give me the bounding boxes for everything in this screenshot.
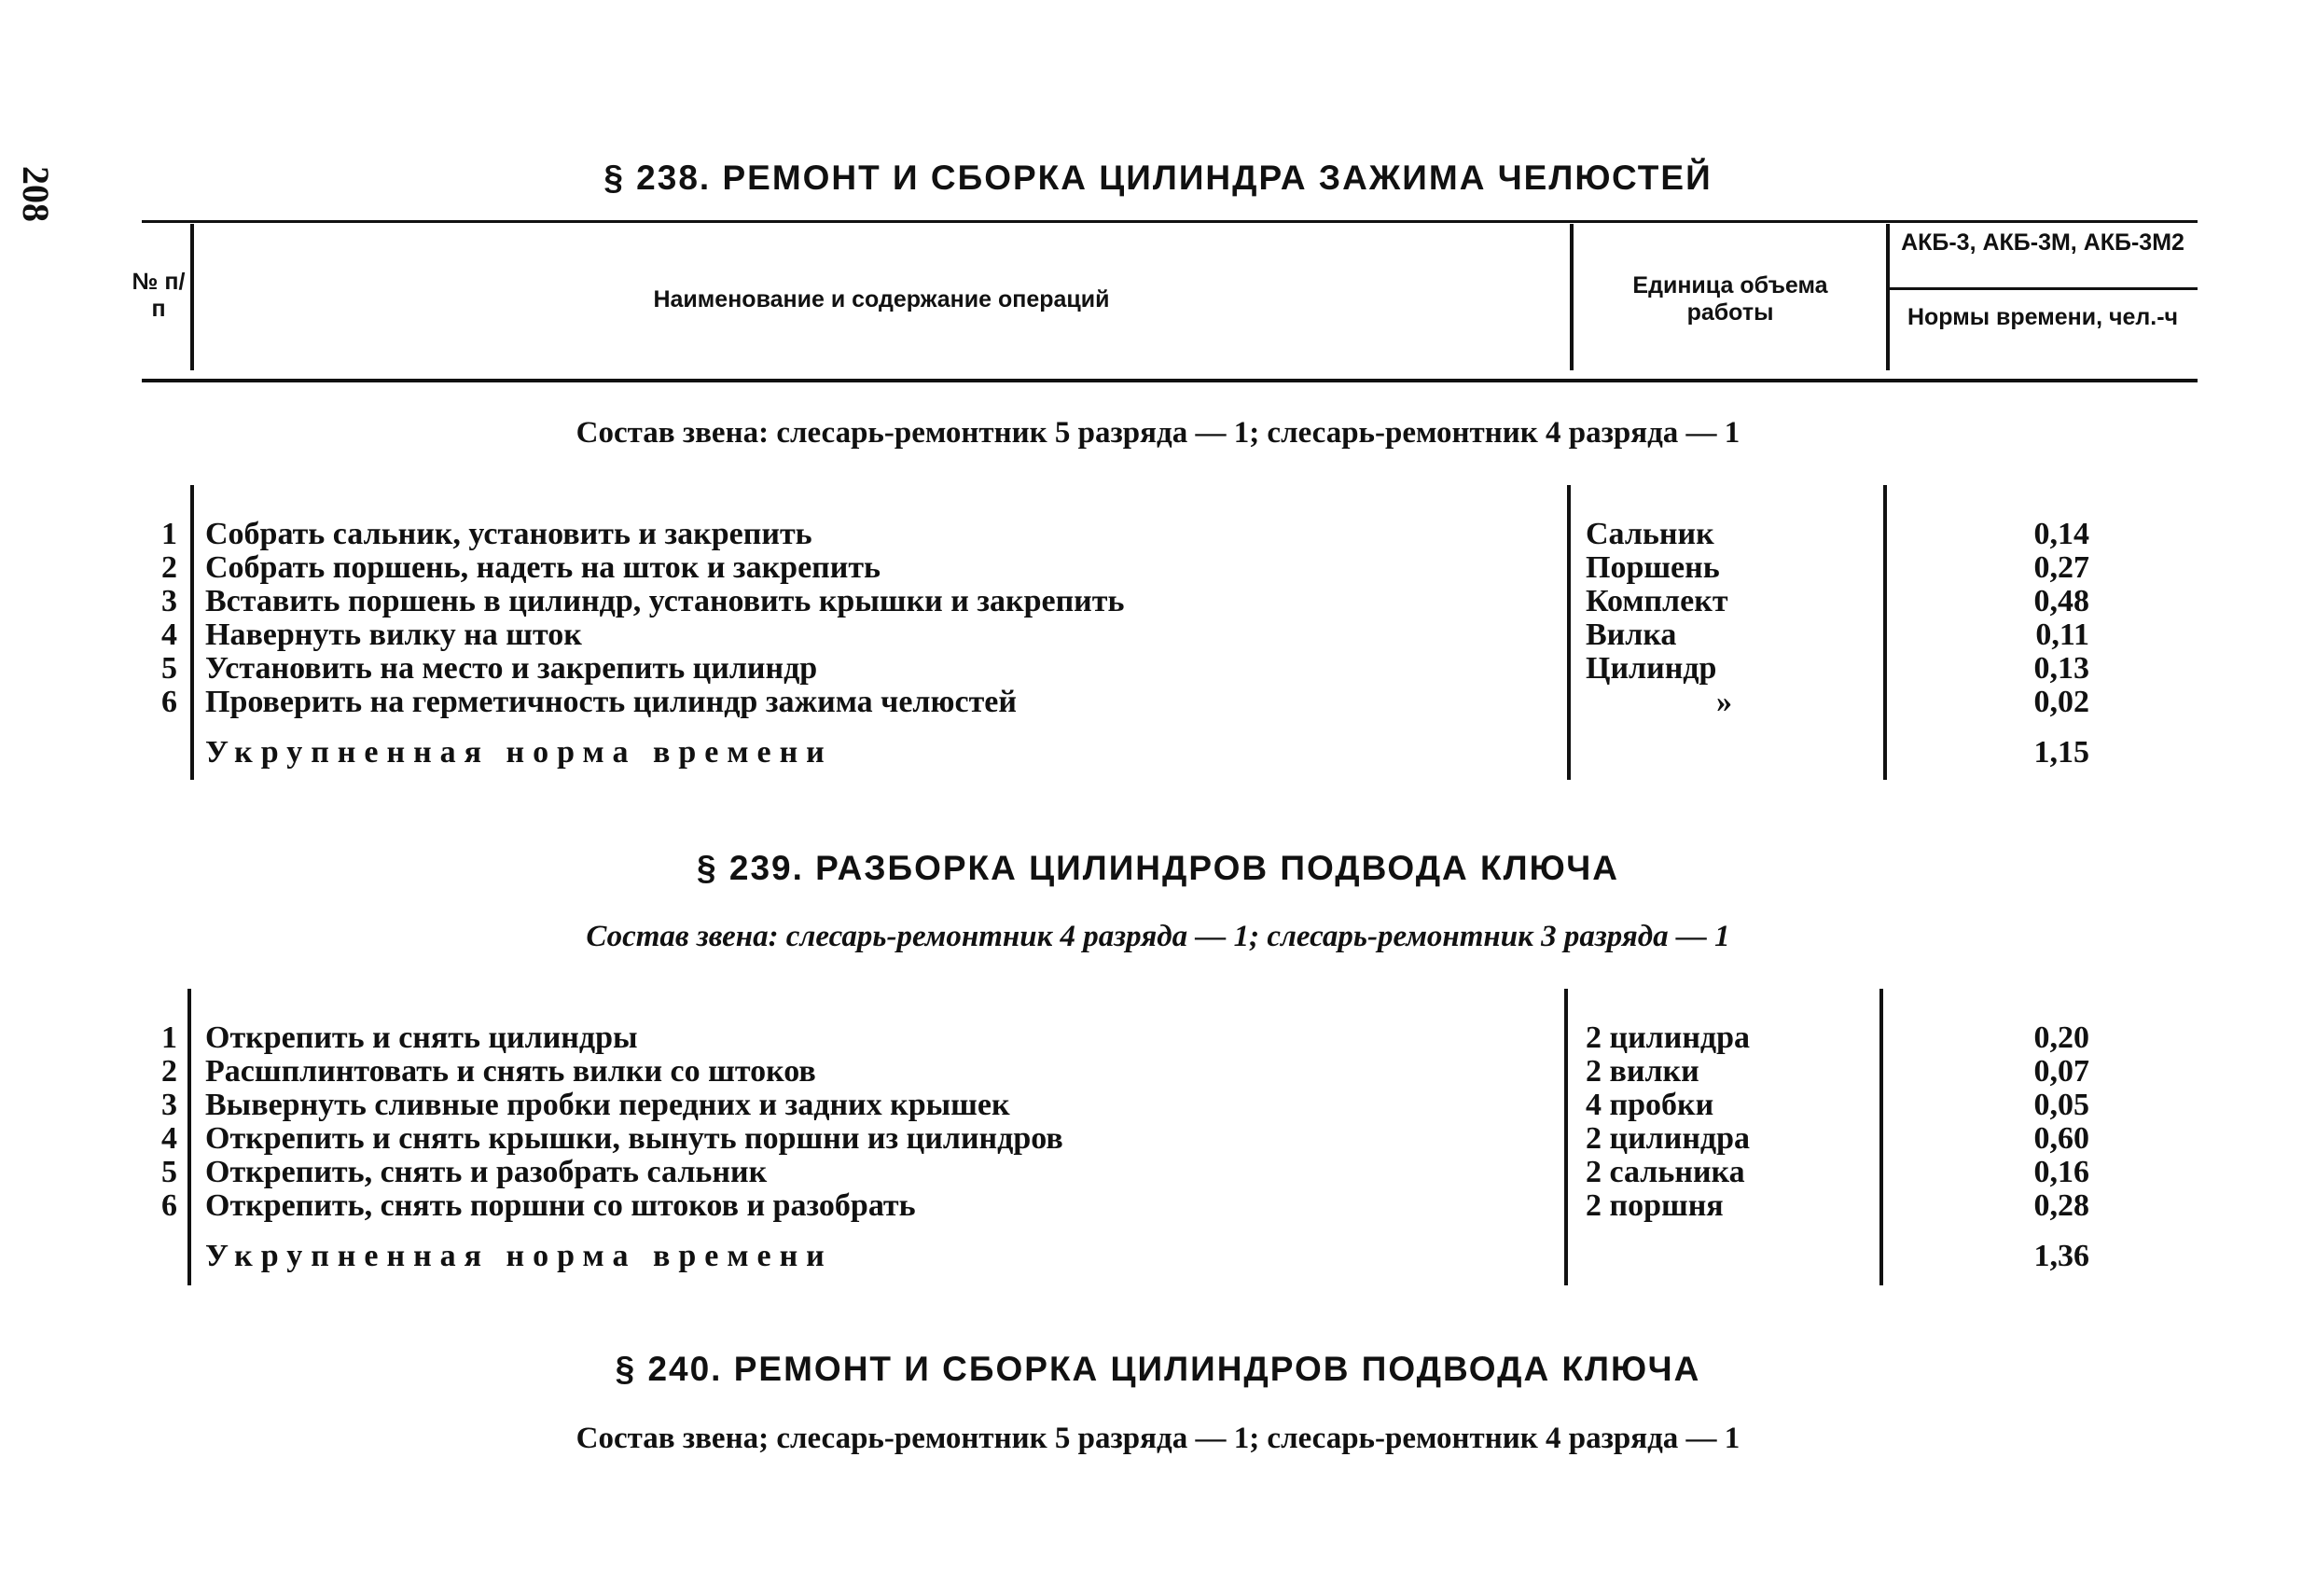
row-unit: Комплект	[1586, 584, 1728, 618]
row-unit: Цилиндр	[1586, 651, 1717, 686]
row-operation: Открепить, снять поршни со штоков и разобрать	[205, 1188, 916, 1223]
row-norm: 0,13	[2033, 651, 2089, 686]
total-row	[0, 736, 2316, 770]
header-top-rule	[142, 220, 2198, 223]
table-row	[0, 1055, 2316, 1089]
row-unit: »	[1716, 685, 1732, 719]
row-norm: 0,02	[2033, 685, 2089, 719]
row-number: 3	[161, 1088, 177, 1122]
row-norm: 0,20	[2033, 1020, 2089, 1055]
table-row	[0, 1122, 2316, 1156]
page-number: 208	[15, 166, 57, 222]
header-divider-1	[190, 224, 194, 370]
row-number: 3	[161, 584, 177, 618]
section-240-title: § 240. РЕМОНТ И СБОРКА ЦИЛИНДРОВ ПОДВОДА КЛЮЧА	[615, 1350, 1701, 1388]
table-row	[0, 1021, 2316, 1055]
row-number: 6	[161, 1188, 177, 1223]
table-row	[0, 518, 2316, 551]
row-norm: 0,11	[2035, 618, 2089, 652]
row-number: 1	[161, 517, 177, 551]
table-row	[0, 1189, 2316, 1223]
row-operation: Проверить на герметичность цилиндр зажима челюстей	[205, 685, 1017, 719]
row-unit: Сальник	[1586, 517, 1714, 551]
total-value: 1,15	[2033, 735, 2089, 770]
header-divider-2	[1570, 224, 1574, 370]
row-norm: 0,60	[2033, 1121, 2089, 1156]
total-label: Укрупненная норма времени	[205, 1239, 833, 1273]
row-norm: 0,05	[2033, 1088, 2089, 1122]
row-norm: 0,14	[2033, 517, 2089, 551]
header-split-rule	[1890, 287, 2198, 290]
header-divider-3	[1886, 224, 1890, 370]
row-operation: Собрать сальник, установить и закрепить	[205, 517, 812, 551]
header-col-norms: Нормы времени, чел.-ч	[1907, 304, 2179, 330]
total-value: 1,36	[2033, 1239, 2089, 1273]
row-number: 5	[161, 1155, 177, 1189]
row-operation: Установить на место и закрепить цилиндр	[205, 651, 818, 686]
row-operation: Вывернуть сливные пробки передних и задних крышек	[205, 1088, 1010, 1122]
header-col-num: № п/п	[132, 269, 186, 322]
table-row	[0, 551, 2316, 585]
total-row	[0, 1240, 2316, 1273]
section-240-crew: Состав звена; слесарь-ремонтник 5 разряда — 1; слесарь-ремонтник 4 разряда — 1	[576, 1422, 1740, 1455]
row-operation: Вставить поршень в цилиндр, установить крышки и закрепить	[205, 584, 1125, 618]
row-unit: Вилка	[1586, 618, 1677, 652]
row-number: 2	[161, 1054, 177, 1089]
row-operation: Расшплинтовать и снять вилки со штоков	[205, 1054, 816, 1089]
section-239-crew: Состав звена: слесарь-ремонтник 4 разряда — 1; слесарь-ремонтник 3 разряда — 1	[586, 920, 1730, 953]
row-number: 6	[161, 685, 177, 719]
row-norm: 0,07	[2033, 1054, 2089, 1089]
row-unit: 2 цилиндра	[1586, 1020, 1751, 1055]
header-bottom-rule	[142, 379, 2198, 382]
row-operation: Навернуть вилку на шток	[205, 618, 582, 652]
row-operation: Открепить и снять крышки, вынуть поршни из цилиндров	[205, 1121, 1063, 1156]
table-row	[0, 1089, 2316, 1122]
table-row	[0, 1156, 2316, 1189]
table-row	[0, 585, 2316, 618]
section-238-crew: Состав звена: слесарь-ремонтник 5 разряда — 1; слесарь-ремонтник 4 разряда — 1	[576, 416, 1740, 450]
row-norm: 0,16	[2033, 1155, 2089, 1189]
table-row	[0, 618, 2316, 652]
row-unit: 2 вилки	[1586, 1054, 1699, 1089]
row-norm: 0,48	[2033, 584, 2089, 618]
section-239-title: § 239. РАЗБОРКА ЦИЛИНДРОВ ПОДВОДА КЛЮЧА	[697, 849, 1619, 887]
table-row	[0, 652, 2316, 686]
row-norm: 0,28	[2033, 1188, 2089, 1223]
row-number: 2	[161, 550, 177, 585]
row-unit: Поршень	[1586, 550, 1720, 585]
table-row	[0, 686, 2316, 719]
total-label: Укрупненная норма времени	[205, 735, 833, 770]
row-number: 5	[161, 651, 177, 686]
header-col-name: Наименование и содержание операций	[653, 286, 1110, 312]
row-norm: 0,27	[2033, 550, 2089, 585]
row-unit: 2 поршня	[1586, 1188, 1724, 1223]
row-number: 1	[161, 1020, 177, 1055]
header-col-models: АКБ-3, АКБ-3М, АКБ-3М2	[1901, 229, 2184, 256]
row-operation: Открепить и снять цилиндры	[205, 1020, 638, 1055]
row-unit: 2 цилиндра	[1586, 1121, 1751, 1156]
row-operation: Собрать поршень, надеть на шток и закрепить	[205, 550, 881, 585]
header-col-unit: Единица объема работы	[1632, 272, 1828, 326]
row-operation: Открепить, снять и разобрать сальник	[205, 1155, 768, 1189]
section-238-title: § 238. РЕМОНТ И СБОРКА ЦИЛИНДРА ЗАЖИМА ЧЕЛЮСТЕЙ	[603, 159, 1713, 197]
row-unit: 2 сальника	[1586, 1155, 1745, 1189]
row-unit: 4 пробки	[1586, 1088, 1714, 1122]
row-number: 4	[161, 1121, 177, 1156]
row-number: 4	[161, 618, 177, 652]
